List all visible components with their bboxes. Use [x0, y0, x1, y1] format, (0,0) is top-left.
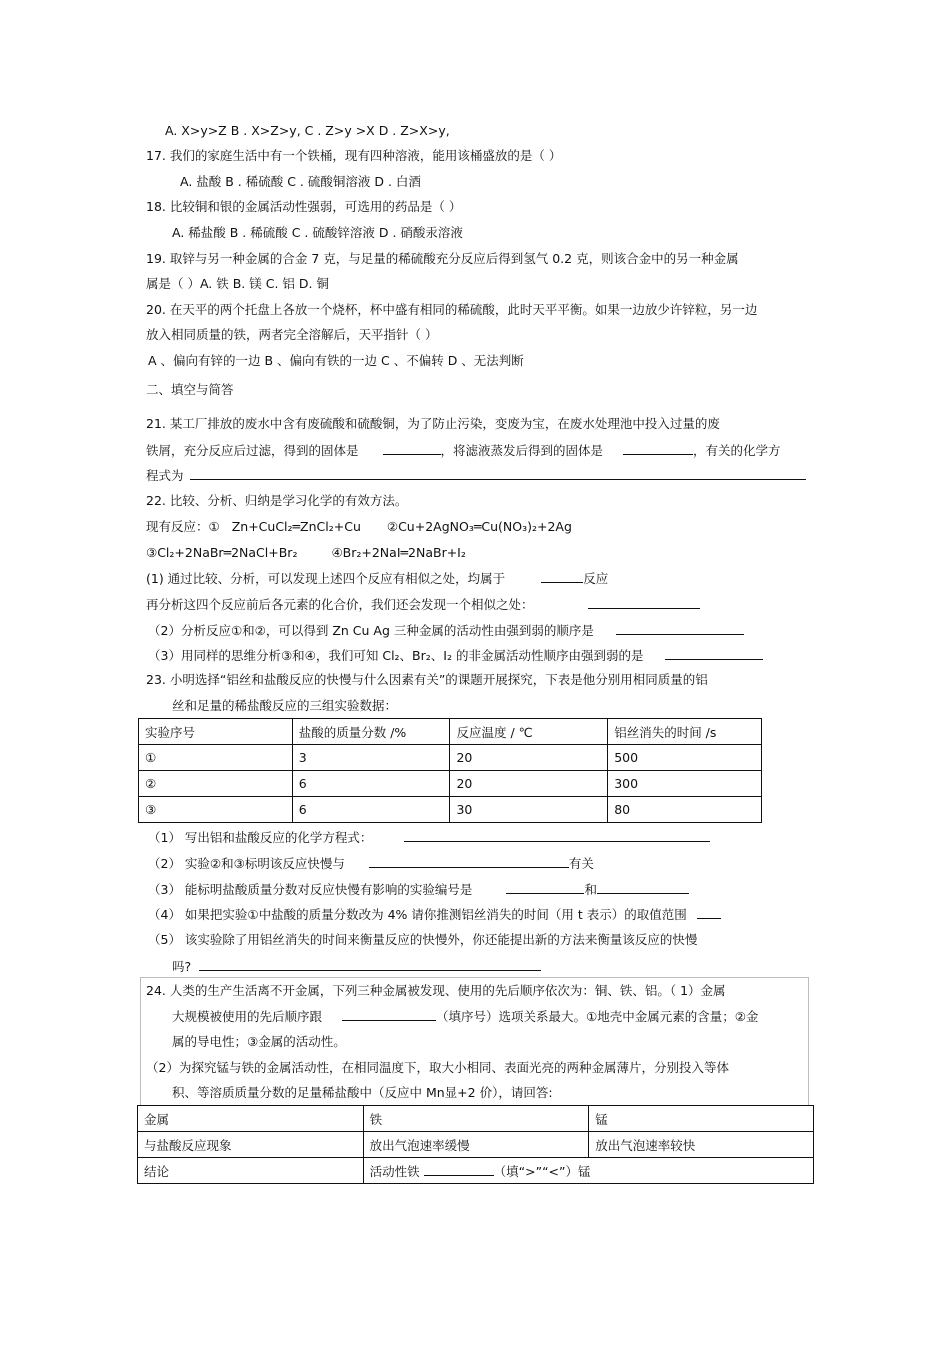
q22-part1-cont: [146, 596, 700, 613]
table-header-row: [139, 719, 762, 745]
q20-options: A 、偏向有锌的一边 B 、偏向有铁的一边 C 、不偏转 D 、无法判断: [148, 353, 524, 368]
table-header-cell: 金属: [138, 1106, 364, 1132]
q24-line1: 24. 人类的生产生活离不开金属，下列三种金属被发现、使用的先后顺序依次为：铜、铁、铝。（ 1）金属: [146, 983, 726, 998]
q22-part1: [146, 570, 608, 587]
q23-factor-blank[interactable]: [369, 855, 569, 868]
q23-sub2-suffix: 有关: [568, 856, 594, 871]
q22-part1-cont-text: 再分析这四个反应前后各元素的化合价，我们还会发现一个相似之处：: [146, 597, 534, 612]
table-header-cell: 反应温度 / ℃: [450, 719, 608, 745]
table-cell: 3: [292, 745, 450, 771]
q23-equation-blank[interactable]: [404, 829, 710, 842]
q22-reactions-label: 现有反应：①: [146, 519, 220, 534]
q20-line2: 放入相同质量的铁，两者完全溶解后，天平指针（ ）: [146, 327, 438, 342]
table-header-cell: 铁: [363, 1106, 589, 1132]
q19-line1: 19. 取锌与另一种金属的合金 7 克，与足量的稀硫酸充分反应后得到氢气 0.2 克，则该合金中的另一种金属: [146, 251, 739, 266]
q24-table: [137, 1105, 814, 1184]
q24-line4: （2）为探究锰与铁的金属活动性，在相同温度下，取大小相同、表面光亮的两种金属薄片，分别投入等体: [146, 1060, 729, 1075]
q18-stem: 18. 比较铜和银的金属活动性强弱，可选用的药品是（ ）: [146, 199, 462, 214]
q18-options: A. 稀盐酸 B . 稀硫酸 C . 硫酸锌溶液 D . 硝酸汞溶液: [172, 225, 463, 240]
q20-line1: 20. 在天平的两个托盘上各放一个烧杯，杯中盛有相同的稀硫酸，此时天平平衡。如果一边放少许锌粒，另一边: [146, 302, 758, 317]
table-cell: 500: [608, 745, 762, 771]
q23-data-table: [138, 718, 762, 823]
table-cell: ①: [139, 745, 293, 771]
q17-stem: 17. 我们的家庭生活中有一个铁桶，现有四种溶液，能用该桶盛放的是（ ）: [146, 148, 562, 163]
q21-equation-blank[interactable]: [190, 467, 806, 480]
table-cell: 20: [450, 771, 608, 797]
q16-options: A. X>y>Z B . X>Z>y, C . Z>y >X D . Z>X>y,: [165, 123, 450, 138]
q22-part1-suffix: 反应: [583, 571, 609, 586]
q23-line2: 丝和足量的稀盐酸反应的三组实验数据：: [172, 698, 398, 713]
table-header-cell: 锰: [589, 1106, 814, 1132]
table-cell: 6: [292, 797, 450, 823]
table-cell: ②: [139, 771, 293, 797]
q23-range-blank[interactable]: [697, 906, 721, 919]
q22-reaction-2: ②Cu+2AgNO₃═Cu(NO₃)₂+2Ag: [386, 519, 572, 534]
q21-answer-blank-2[interactable]: [623, 442, 693, 455]
q22-nonmetal-order-blank[interactable]: [665, 647, 763, 660]
q23-sub2: [148, 855, 594, 872]
q21-line2-part1: 铁屑，充分反应后过滤，得到的固体是: [146, 443, 359, 458]
q23-sub4-text: （4） 如果把实验①中盐酸的质量分数改为 4% 请你推测铝丝消失的时间（用 t 表示）的取值范围: [148, 907, 687, 922]
q22-reactions-1: [146, 519, 572, 535]
q22-reaction-4: ④Br₂+2NaI═2NaBr+I₂: [331, 545, 466, 560]
table-header-cell: 实验序号: [139, 719, 293, 745]
q21-line2-part2: ，将滤液蒸发后得到的固体是: [440, 443, 604, 458]
table-header-row: [138, 1106, 814, 1132]
q21-answer-blank-1[interactable]: [383, 442, 441, 455]
table-row: [139, 771, 762, 797]
q23-sub1: [148, 829, 710, 846]
q22-stem: 22. 比较、分析、归纳是学习化学的有效方法。: [146, 493, 408, 508]
q21-line2-part3: ，有关的化学方: [693, 443, 781, 458]
q24-line2: [172, 1008, 758, 1025]
conclusion-prefix: 活动性铁: [369, 1163, 420, 1179]
table-cell: 与盐酸反应现象: [138, 1132, 364, 1158]
q23-experiment-blank-2[interactable]: [597, 881, 689, 894]
table-header-cell: 铝丝消失的时间 /s: [608, 719, 762, 745]
q22-part3: [148, 647, 763, 664]
q23-experiment-blank-1[interactable]: [506, 881, 584, 894]
conclusion-suffix: （填“>”“<”）锰: [493, 1163, 591, 1179]
table-row: [138, 1132, 814, 1158]
q23-sub4: [148, 906, 721, 923]
table-cell: ③: [139, 797, 293, 823]
q23-sub3-text: （3） 能标明盐酸质量分数对反应快慢有影响的实验编号是: [148, 882, 473, 897]
table-cell: 放出气泡速率缓慢: [363, 1132, 589, 1158]
q23-sub2-text: （2） 实验②和③标明该反应快慢与: [148, 856, 345, 871]
q21-line3: [146, 467, 806, 484]
q24-line3: 属的导电性；③金属的活动性。: [172, 1034, 346, 1049]
q17-options: A. 盐酸 B . 稀硫酸 C . 硫酸铜溶液 D . 白酒: [180, 174, 421, 189]
q22-part1-text: (1) 通过比较、分析，可以发现上述四个反应有相似之处，均属于: [146, 571, 506, 586]
q22-similarity-blank[interactable]: [588, 596, 700, 609]
q23-method-blank[interactable]: [199, 958, 541, 971]
table-row: [138, 1158, 814, 1184]
table-header-cell: 盐酸的质量分数 /%: [292, 719, 450, 745]
q19-line2: 属是（ ）A. 铁 B. 镁 C. 铝 D. 铜: [146, 276, 329, 291]
q24-order-blank[interactable]: [342, 1008, 436, 1021]
q21-line2: [146, 442, 781, 459]
q23-line1: 23. 小明选择“铝丝和盐酸反应的快慢与什么因素有关”的课题开展探究，下表是他分别用相同质量的铝: [146, 672, 708, 687]
q22-reactions-2: [146, 545, 466, 561]
q24-line2-text: 大规模被使用的先后顺序跟: [172, 1009, 323, 1024]
q24-line5: 积、等溶质质量分数的足量稀盐酸中（反应中 Mn显+2 价），请回答:: [172, 1085, 553, 1100]
table-cell: 300: [608, 771, 762, 797]
q22-reaction-3: ③Cl₂+2NaBr═2NaCl+Br₂: [146, 545, 298, 560]
q23-sub3-and: 和: [584, 882, 597, 897]
q22-part2-text: （2）分析反应①和②，可以得到 Zn Cu Ag 三种金属的活动性由强到弱的顺序是: [148, 623, 594, 638]
q22-reaction-1: Zn+CuCl₂═ZnCl₂+Cu: [231, 519, 361, 534]
table-cell: 6: [292, 771, 450, 797]
table-cell: 结论: [138, 1158, 364, 1184]
q21-line3-label: 程式为: [146, 468, 184, 483]
q22-reaction-type-blank[interactable]: [541, 570, 583, 583]
conclusion-blank[interactable]: [424, 1163, 494, 1176]
section-title: 二、填空与简答: [146, 382, 234, 397]
q22-metal-order-blank[interactable]: [616, 622, 744, 635]
q23-sub5: （5） 该实验除了用铝丝消失的时间来衡量反应的快慢外，你还能提出新的方法来衡量该反应的快慢: [148, 932, 698, 947]
q23-sub1-text: （1） 写出铝和盐酸反应的化学方程式：: [148, 830, 373, 845]
table-cell: 80: [608, 797, 762, 823]
q24-line2-cont: （填序号）选项关系最大。①地壳中金属元素的含量；②金: [436, 1009, 759, 1024]
q21-line1: 21. 某工厂排放的废水中含有废硫酸和硫酸铜，为了防止污染，变废为宝，在废水处理池中投入过量的废: [146, 416, 720, 431]
q23-sub3: [148, 881, 689, 898]
conclusion-cell: [363, 1158, 813, 1184]
table-cell: 放出气泡速率较快: [589, 1132, 814, 1158]
table-row: [139, 797, 762, 823]
q22-part3-text: （3）用同样的思维分析③和④，我们可知 Cl₂、Br₂、I₂ 的非金属活动性顺序由强到弱的是: [148, 648, 644, 663]
q22-part2: [148, 622, 744, 639]
q23-sub5-cont: [172, 958, 541, 975]
q23-sub5-question: 吗?: [172, 959, 192, 974]
table-cell: 20: [450, 745, 608, 771]
table-row: [139, 745, 762, 771]
table-cell: 30: [450, 797, 608, 823]
